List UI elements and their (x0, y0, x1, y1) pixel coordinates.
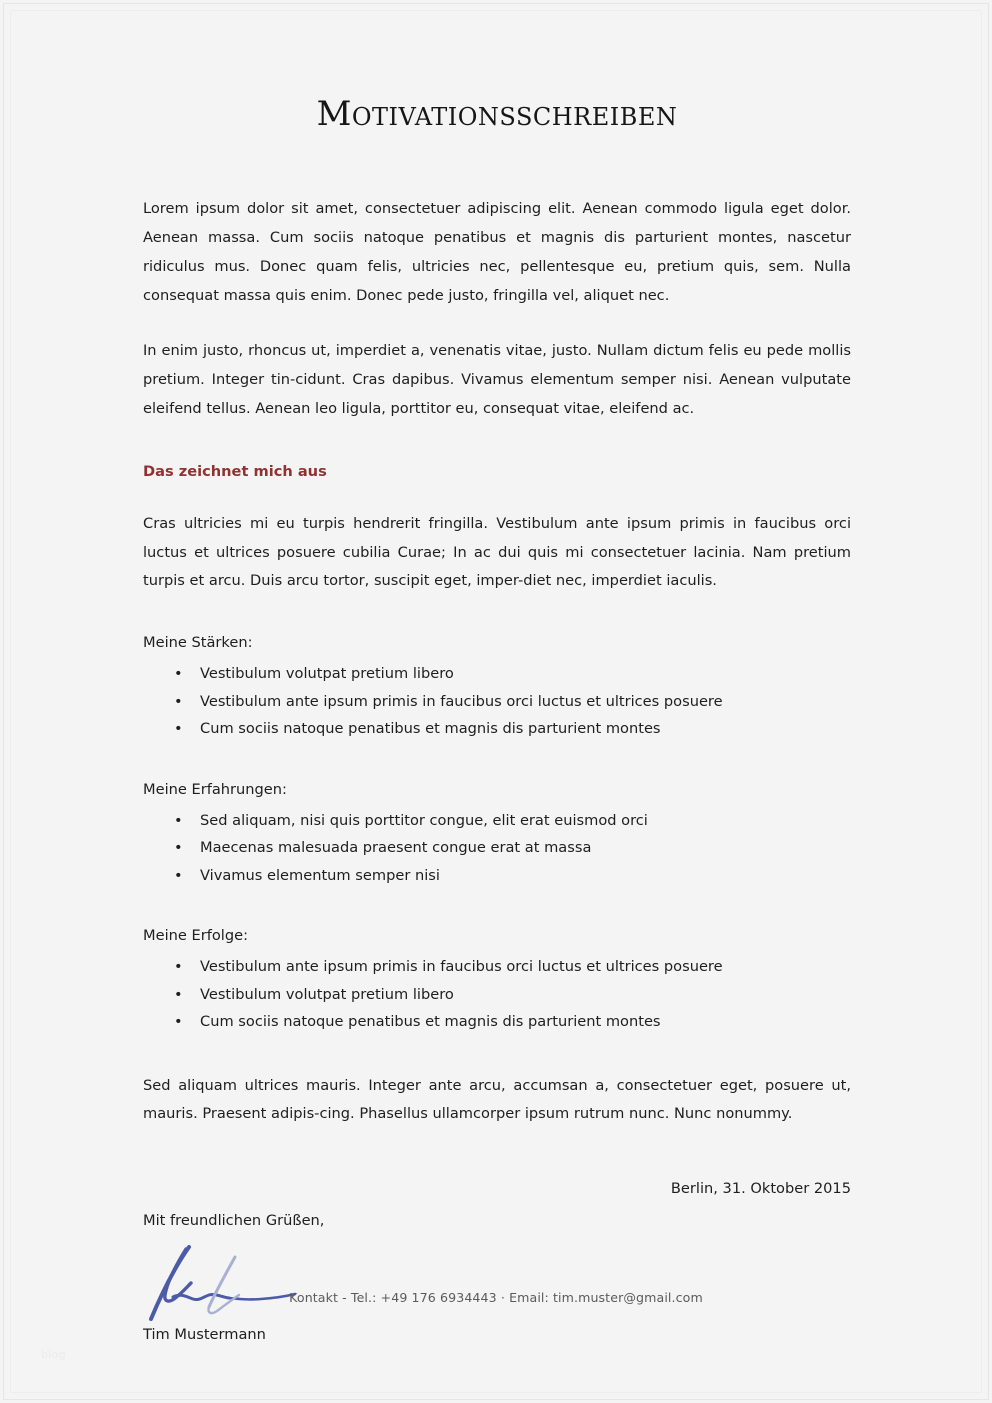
signature-image (143, 1237, 343, 1323)
list-item-label: Vivamus elementum semper nisi (200, 866, 440, 884)
list-item (143, 834, 851, 861)
list-item-label: Vestibulum volutpat pretium libero (200, 665, 454, 683)
list-item (143, 660, 851, 687)
list-item-label: Vestibulum volutpat pretium libero (200, 985, 454, 1003)
bullet-icon: • (174, 665, 183, 683)
bullet-icon: • (174, 839, 183, 857)
bullet-icon: • (174, 720, 183, 738)
paragraph-body: Cras ultricies mi eu turpis hendrerit fringilla. Vestibulum ante ipsum primis in faucibus orci luctus et ultrices posuere cubilia Curae; In ac dui quis mi consectetuer lacinia. Nam pretium turpis et arcu. Duis arcu tortor, suscipit eget, imper-diet nec, imperdiet iaculis. (143, 514, 851, 590)
page-title: Motivationsschreiben (316, 94, 678, 134)
paragraph-intro-1: Lorem ipsum dolor sit amet, consectetuer adipiscing elit. Aenean commodo ligula eget dolor. Aenean massa. Cum sociis natoque penatibus et magnis dis parturient montes, nascetur ridiculus mus. Donec quam felis, ultricies nec, pellentesque eu, pretium quis, sem. Nulla consequat massa quis enim. Donec pede justo, fringilla vel, aliquet nec. (143, 200, 851, 304)
list-item (143, 715, 851, 742)
list-item (143, 1008, 851, 1035)
date-place-line: Berlin, 31. Oktober 2015 (670, 1180, 851, 1198)
watermark-label: blog (41, 1348, 66, 1361)
list-item (143, 953, 851, 980)
bullet-list-staerken (143, 660, 851, 742)
bullet-icon: • (174, 692, 183, 710)
list-item-label: Vestibulum ante ipsum primis in faucibus orci luctus et ultrices posuere (200, 958, 723, 976)
letter-content (143, 0, 851, 1346)
list-item-label: Sed aliquam, nisi quis porttitor congue, elit erat euismod orci (200, 811, 648, 829)
section-heading-strengths: Das zeichnet mich aus (143, 462, 327, 480)
list-label-erfolge: Meine Erfolge: (143, 927, 248, 945)
list-item-label: Cum sociis natoque penatibus et magnis dis parturient montes (200, 1013, 661, 1031)
list-item-label: Maecenas malesuada praesent congue erat at massa (200, 839, 592, 857)
signature-name: Tim Mustermann (143, 1325, 266, 1343)
salutation-line: Mit freundlichen Grüßen, (143, 1212, 325, 1230)
list-label-staerken: Meine Stärken: (143, 634, 253, 652)
bullet-list-erfolge (143, 953, 851, 1035)
bullet-list-erfahrungen (143, 807, 851, 889)
bullet-icon: • (174, 866, 183, 884)
list-item (143, 688, 851, 715)
list-label-erfahrungen: Meine Erfahrungen: (143, 780, 287, 798)
list-item (143, 862, 851, 889)
list-item-label: Vestibulum ante ipsum primis in faucibus orci luctus et ultrices posuere (200, 692, 723, 710)
list-item-label: Cum sociis natoque penatibus et magnis dis parturient montes (200, 720, 661, 738)
bullet-icon: • (174, 958, 183, 976)
list-item (143, 981, 851, 1008)
footer-contact-line: Kontakt - Tel.: +49 176 6934443 · Email: tim.muster@gmail.com (289, 1290, 703, 1305)
paragraph-intro-2: In enim justo, rhoncus ut, imperdiet a, venenatis vitae, justo. Nullam dictum felis eu pede mollis pretium. Integer tin-cidunt. Cras dapibus. Vivamus elementum semper nisi. Aenean vulputate eleifend tellus. Aenean leo ligula, porttitor eu, consequat vitae, eleifend ac. (143, 342, 851, 417)
paragraph-closing: Sed aliquam ultrices mauris. Integer ante arcu, accumsan a, consectetuer eget, posuere ut, mauris. Praesent adipis-cing. Phasellus ullamcorper ipsum rutrum nunc. Nunc nonummy. (143, 1076, 851, 1123)
bullet-icon: • (174, 811, 183, 829)
bullet-icon: • (174, 1013, 183, 1031)
bullet-icon: • (174, 985, 183, 1003)
list-item (143, 807, 851, 834)
